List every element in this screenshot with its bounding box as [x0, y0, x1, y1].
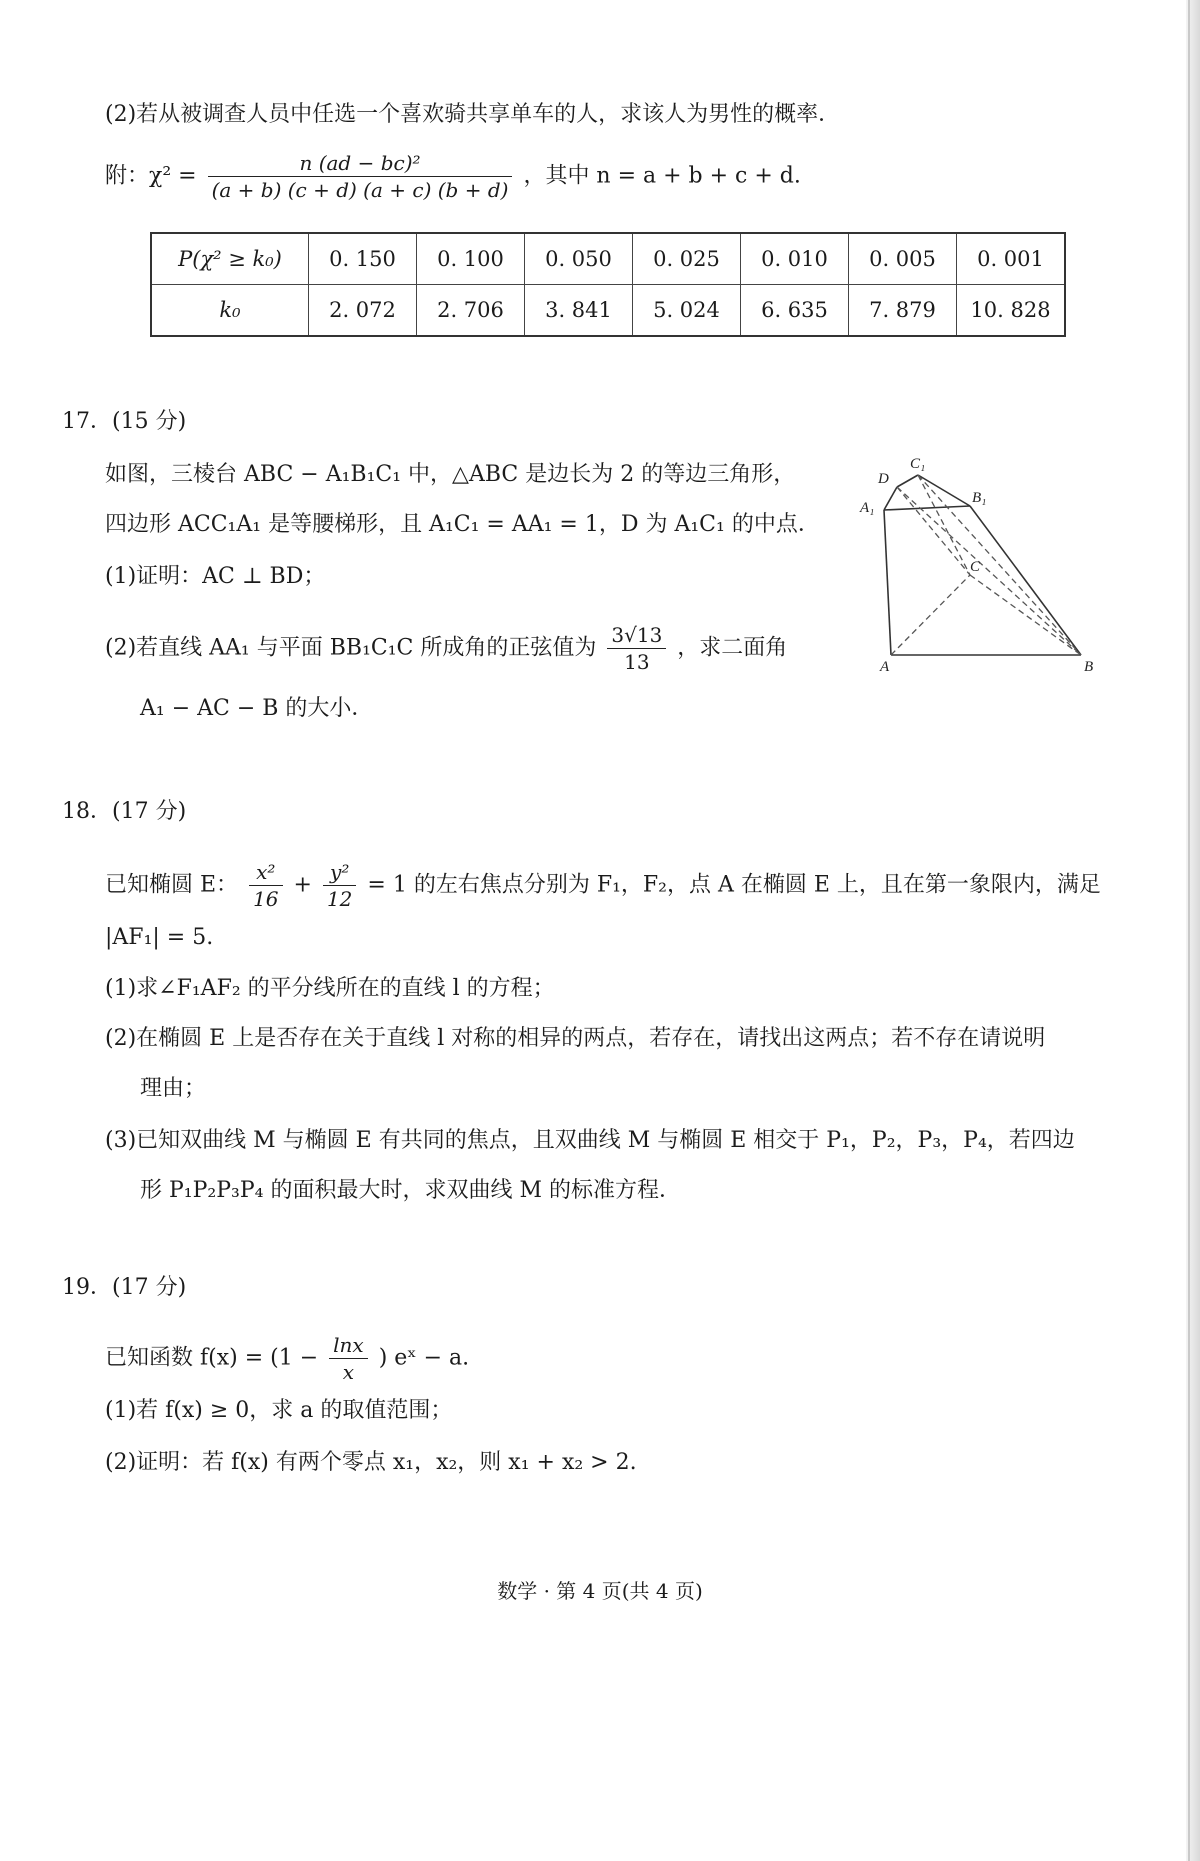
table-cell: 6. 635: [741, 285, 849, 337]
ellipse-x-num: x²: [249, 859, 282, 886]
q18-heading: 18．(17 分): [62, 799, 187, 824]
table-cell: 0. 050: [525, 233, 633, 285]
q18-part3-cont: 形 P₁P₂P₃P₄ 的面积最大时，求双曲线 M 的标准方程．: [140, 1178, 681, 1203]
appendix-suffix: ，其中 n = a + b + c + d.: [523, 163, 801, 189]
table-cell: 0. 001: [957, 233, 1066, 285]
page-footer: 数学 · 第 4 页(共 4 页): [497, 1579, 703, 1603]
chi-square-numerator: n (ad − bc)²: [208, 150, 513, 177]
q19-line1-post: ) eˣ − a.: [378, 1345, 470, 1371]
table-header-k: k₀: [151, 285, 309, 337]
ellipse-y-den: 12: [326, 887, 353, 911]
q17-heading: 17．(15 分): [62, 409, 187, 434]
ellipse-x-den: 16: [253, 887, 279, 911]
segment-d-b: [897, 487, 1081, 655]
label-c: C: [970, 559, 981, 575]
table-cell: 0. 025: [633, 233, 741, 285]
q18-line1-pre: 已知椭圆 E：: [105, 872, 239, 898]
ellipse-x-fraction: [249, 859, 282, 912]
q17-line2: 四边形 ACC₁A₁ 是等腰梯形，且 A₁C₁ = AA₁ = 1，D 为 A₁C₁ 的中点．: [105, 512, 820, 537]
q18-part2: (2)在椭圆 E 上是否存在关于直线 l 对称的相异的两点，若存在，请找出这两点；若不存在请说明: [105, 1026, 1046, 1051]
q19-line1: [105, 1332, 469, 1385]
label-a1: A₁: [860, 500, 875, 516]
table-cell: 0. 005: [849, 233, 957, 285]
segment-c1-b: [918, 475, 1081, 655]
lnx-num: lnx: [329, 1332, 368, 1359]
chi-square-table: [150, 232, 1066, 337]
q17-line1: 如图，三棱台 ABC − A₁B₁C₁ 中，△ABC 是边长为 2 的等边三角形，: [105, 462, 796, 487]
label-a: A: [880, 659, 890, 675]
edge-a1-a: [884, 510, 891, 655]
table-cell: 3. 841: [525, 285, 633, 337]
frustum-figure: [858, 455, 1104, 675]
sine-numerator: 3√13: [607, 622, 666, 649]
lnx-over-x-fraction: [329, 1332, 368, 1385]
appendix-prefix: 附：χ² =: [105, 163, 197, 189]
table-cell: 2. 072: [309, 285, 417, 337]
label-d: D: [878, 471, 889, 487]
edge-c1-b1: [918, 475, 970, 506]
sine-value-fraction: [607, 622, 666, 675]
q17-part1: (1)证明：AC ⊥ BD；: [105, 564, 326, 589]
edge-a1-b1: [884, 506, 970, 510]
chi-square-fraction: [208, 150, 513, 203]
ellipse-y-num: y²: [323, 859, 356, 886]
plus-sign: +: [293, 872, 312, 898]
q17-part2-post: ，求二面角: [677, 635, 788, 661]
q19-part2: (2)证明：若 f(x) 有两个零点 x₁，x₂，则 x₁ + x₂ > 2.: [105, 1450, 637, 1475]
q17-part2-pre: (2)若直线 AA₁ 与平面 BB₁C₁C 所成角的正弦值为: [105, 635, 597, 661]
q19-part1: (1)若 f(x) ≥ 0，求 a 的取值范围；: [105, 1398, 453, 1423]
q18-part2-cont: 理由；: [140, 1076, 207, 1101]
q19-heading: 19．(17 分): [62, 1275, 187, 1300]
q19-line1-pre: 已知函数 f(x) = (1 −: [105, 1345, 319, 1371]
edge-b1-b: [970, 506, 1081, 655]
edge-d-c1: [897, 475, 918, 487]
q17-part2: [105, 622, 787, 675]
table-row-p: [151, 233, 1065, 285]
table-cell: 2. 706: [417, 285, 525, 337]
table-cell: 10. 828: [957, 285, 1066, 337]
q18-part3: (3)已知双曲线 M 与椭圆 E 有共同的焦点，且双曲线 M 与椭圆 E 相交于 P₁，P₂，P₃，P₄，若四边: [105, 1128, 1075, 1153]
q16-part2: (2)若从被调查人员中任选一个喜欢骑共享单车的人，求该人为男性的概率．: [105, 102, 841, 127]
q16-appendix-formula: [105, 150, 801, 203]
table-cell: 0. 100: [417, 233, 525, 285]
label-b1: B₁: [972, 490, 987, 506]
sine-denominator: 13: [624, 650, 650, 674]
table-cell: 0. 010: [741, 233, 849, 285]
label-b: B: [1084, 659, 1094, 675]
edge-a1-d: [884, 487, 897, 510]
table-cell: 0. 150: [309, 233, 417, 285]
ellipse-y-fraction: [323, 859, 356, 912]
label-c1: C₁: [910, 456, 926, 472]
q18-part1: (1)求∠F₁AF₂ 的平分线所在的直线 l 的方程；: [105, 976, 555, 1001]
lnx-den: x: [342, 1360, 355, 1384]
q17-part2-cont: A₁ − AC − B 的大小．: [140, 696, 374, 721]
chi-square-denominator: (a + b) (c + d) (a + c) (b + d): [211, 178, 509, 202]
edge-c-b: [970, 575, 1081, 655]
q18-line1: [105, 859, 1101, 912]
table-row-k: [151, 285, 1065, 337]
table-cell: 5. 024: [633, 285, 741, 337]
table-header-p: P(χ² ≥ k₀): [151, 233, 309, 285]
q18-line1-post: = 1 的左右焦点分别为 F₁，F₂，点 A 在椭圆 E 上，且在第一象限内，满足: [367, 872, 1101, 898]
table-cell: 7. 879: [849, 285, 957, 337]
q18-line2: |AF₁| = 5.: [105, 925, 214, 950]
edge-a-c: [891, 575, 970, 655]
